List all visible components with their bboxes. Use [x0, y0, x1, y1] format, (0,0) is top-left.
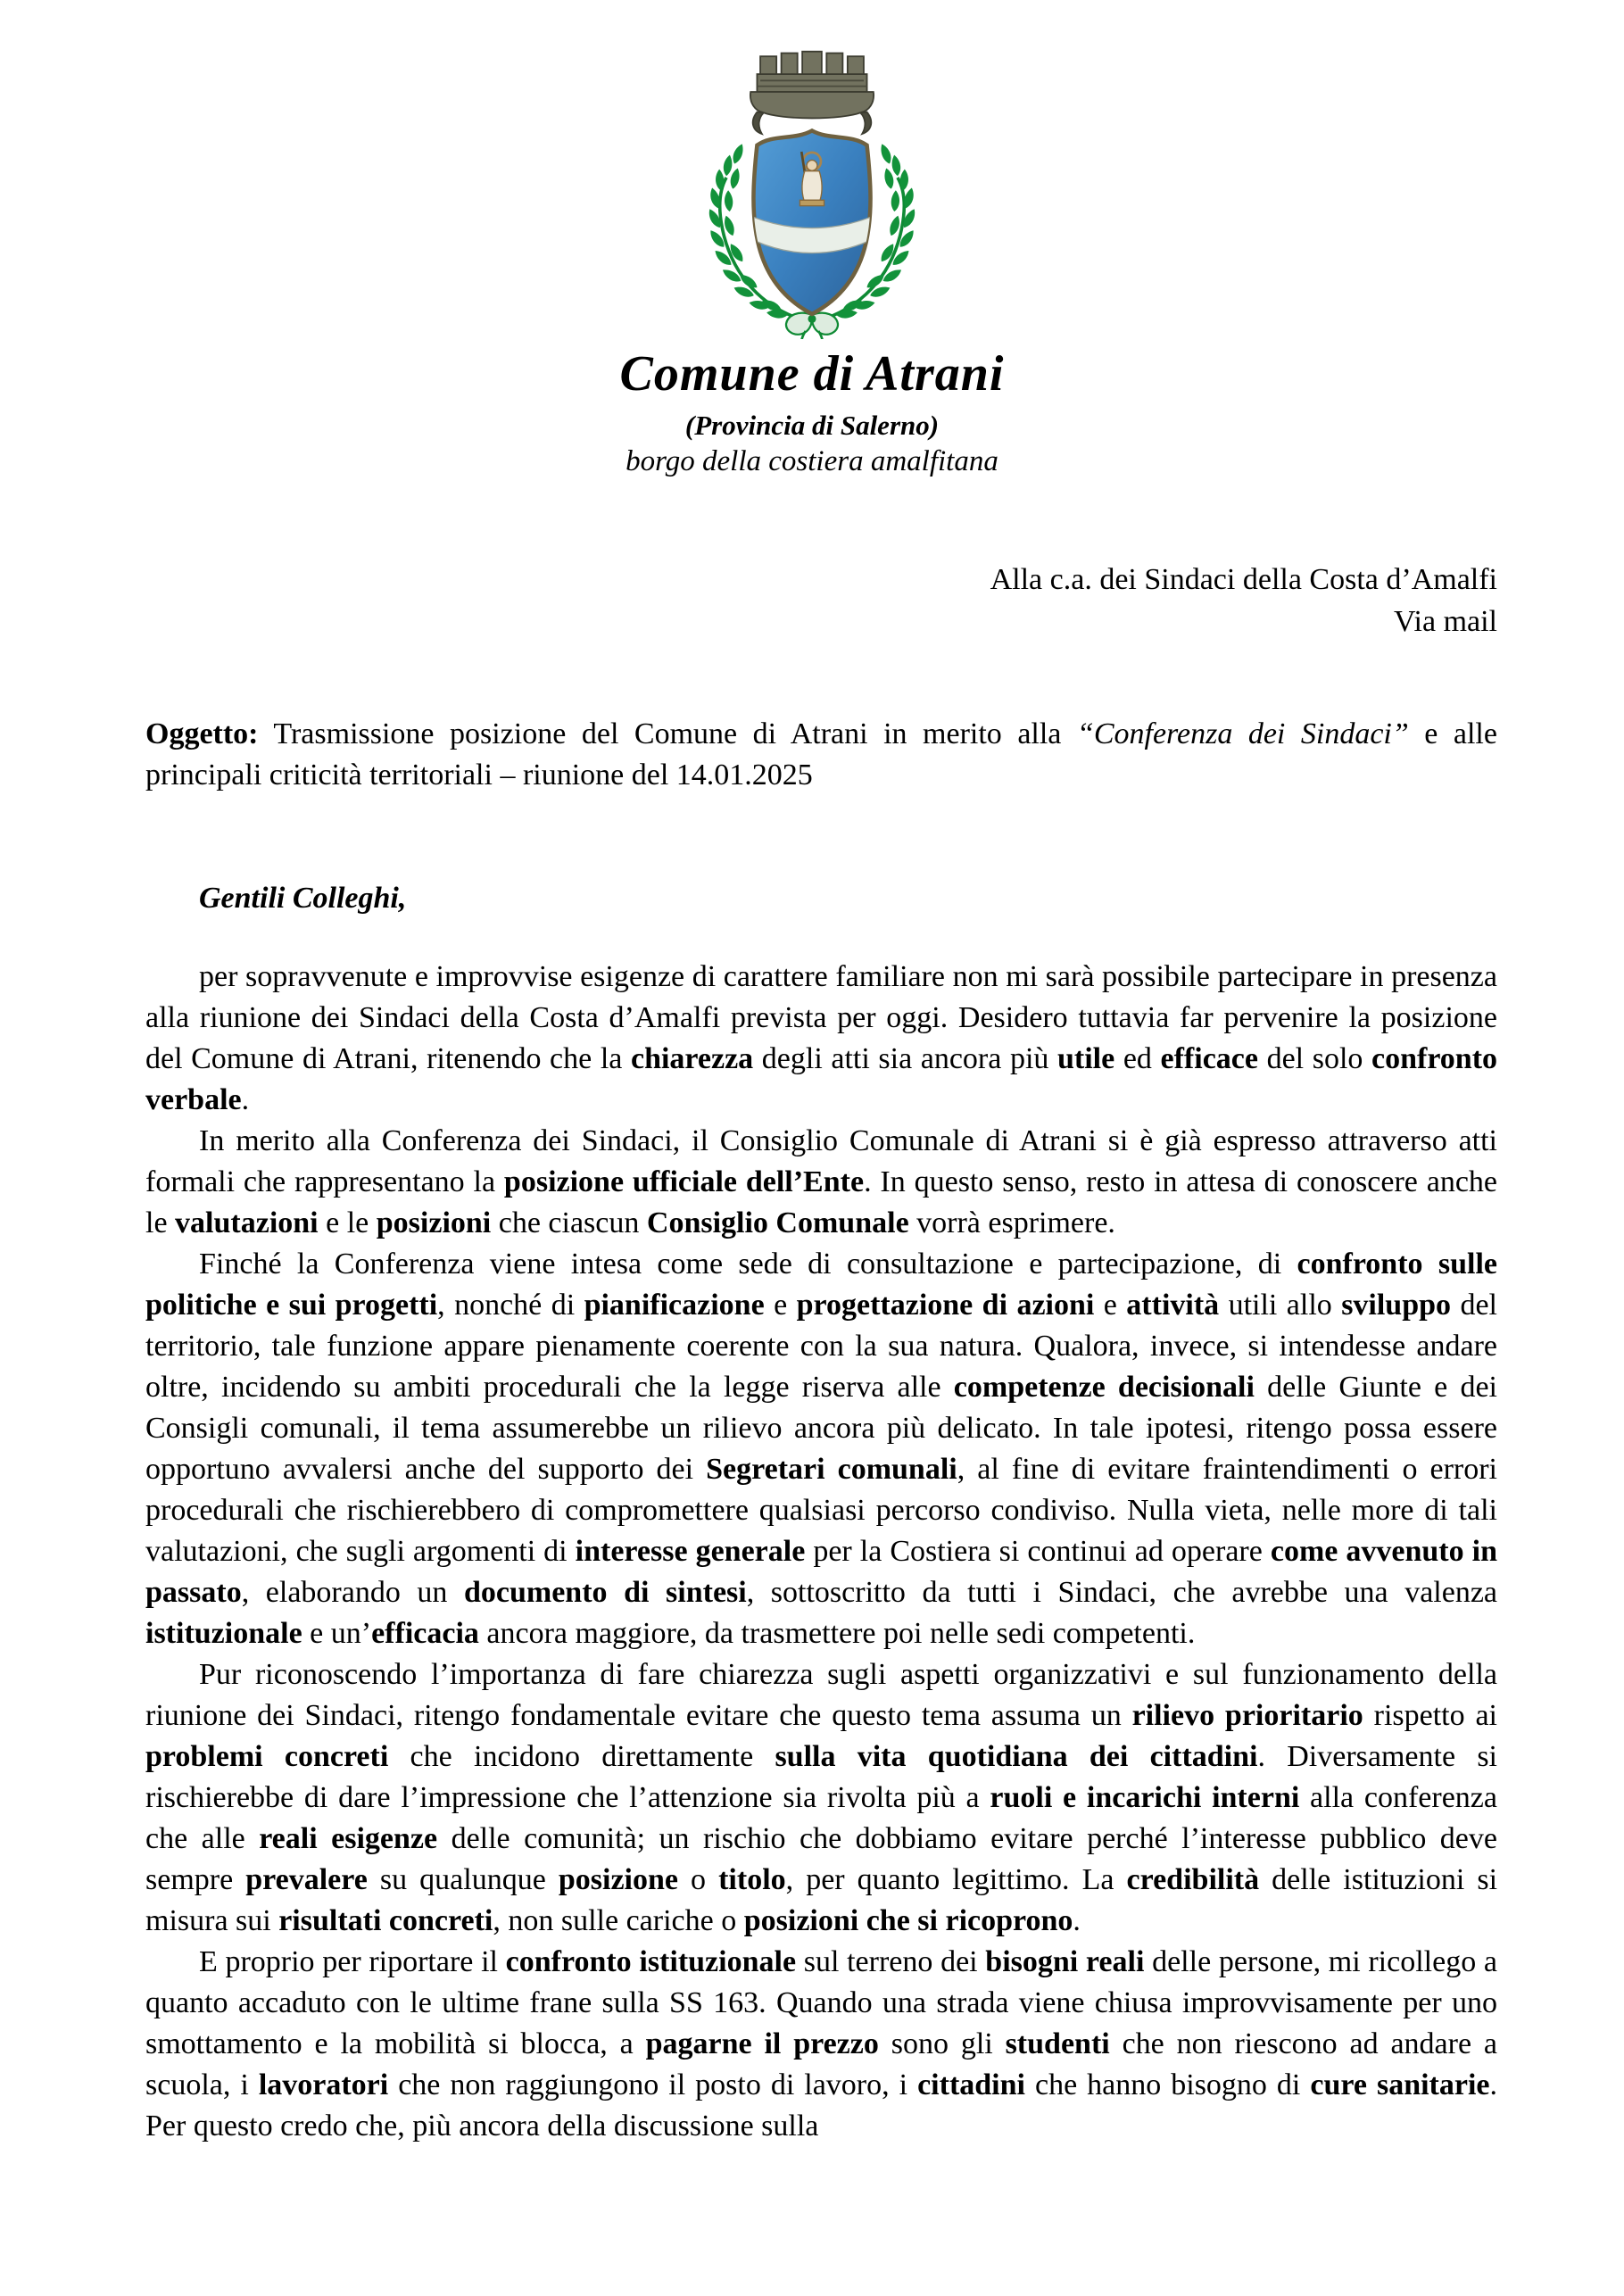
ribbon-icon: [786, 313, 838, 339]
saint-figure-icon: [800, 152, 824, 206]
salutation: Gentili Colleghi,: [199, 881, 407, 915]
body-paragraph: Finché la Conferenza viene intesa come sede di consultazione e partecipazione, di confronto sulle politiche e sui progetti, nonché di pianificazione e progettazione di azioni e attività utili allo sviluppo del territorio, tale funzione appare pienamente coerente con la sua natura. Qualora, invece, si intendesse andare oltre, incidendo su ambiti procedurali che la legge riserva alle competenze decisionali delle Giunte e dei Consigli comunali, il tema assumerebbe un rilievo ancora più delicato. In tale ipotesi, ritengo possa essere opportuno avvalersi anche del supporto dei Segretari comunali, al fine di evitare fraintendimenti o errori procedurali che rischierebbero di compromettere qualsiasi percorso condiviso. Nulla vieta, nelle more di tali valutazioni, che sugli argomenti di interesse generale per la Costiera si continui ad operare come avvenuto in passato, elaborando un documento di sintesi, sottoscritto da tutti i Sindaci, che avrebbe una valenza istituzionale e un’efficacia ancora maggiore, da trasmettere poi nelle sedi competenti.: [145, 1247, 1498, 1650]
municipality-name: Comune di Atrani: [619, 346, 1005, 402]
municipality-subtitle: borgo della costiera amalfitana: [626, 444, 998, 477]
province-line: (Provincia di Salerno): [684, 409, 940, 441]
body-paragraph: In merito alla Conferenza dei Sindaci, il Consiglio Comunale di Atrani si è già espresso attraverso atti formali che rappresentano la posizione ufficiale dell’Ente. In questo senso, resto in attesa di conoscere anche le valutazioni e le posizioni che ciascun Consiglio Comunale vorrà esprimere.: [145, 1123, 1498, 1239]
body-paragraph: E proprio per riportare il confronto istituzionale sul terreno dei bisogni reali delle persone, mi ricollego a quanto accaduto con le ultime frane sulla SS 163. Quando una strada viene chiusa improvvisamente per uno smottamento e la mobilità si blocca, a pagarne il prezzo sono gli studenti che non riescono ad andare a scuola, i lavoratori che non raggiungono il posto di lavoro, i cittadini che hanno bisogno di cure sanitarie. Per questo credo che, più ancora della discussione sulla: [145, 1944, 1498, 2143]
crown-icon: [750, 52, 874, 134]
coat-of-arms: [667, 32, 957, 339]
delivery-method: Via mail: [1394, 604, 1497, 638]
recipient-block: [0, 559, 1624, 642]
body-paragraph: per sopravvenute e improvvise esigenze di carattere familiare non mi sarà possibile partecipare in presenza alla riunione dei Sindaci della Costa d’Amalfi prevista per oggi. Desidero tuttavia far pervenire la posizione del Comune di Atrani, ritenendo che la chiarezza degli atti sia ancora più utile ed efficace del solo confronto verbale.: [145, 959, 1498, 1116]
letter-body: [145, 957, 1497, 2147]
shield-icon: [748, 130, 877, 313]
subject-line: Oggetto: Trasmissione posizione del Comune di Atrani in merito alla “Conferenza dei Sindaci” e alle principali criticità territoriali – riunione del 14.01.2025: [145, 717, 1497, 792]
recipient-line: Alla c.a. dei Sindaci della Costa d’Amalfi: [990, 562, 1497, 596]
body-paragraph: Pur riconoscendo l’importanza di fare chiarezza sugli aspetti organizzativi e sul funzionamento della riunione dei Sindaci, ritengo fondamentale evitare che questo tema assuma un rilievo prioritario rispetto ai problemi concreti che incidono direttamente sulla vita quotidiana dei cittadini. Diversamente si rischierebbe di dare l’impressione che l’attenzione sia rivolta più a ruoli e incarichi interni alla conferenza che alle reali esigenze delle comunità; un rischio che dobbiamo evitare perché l’interesse pubblico deve sempre prevalere su qualunque posizione o titolo, per quanto legittimo. La credibilità delle istituzioni si misura sui risultati concreti, non sulle cariche o posizioni che si ricoprono.: [145, 1657, 1498, 1937]
